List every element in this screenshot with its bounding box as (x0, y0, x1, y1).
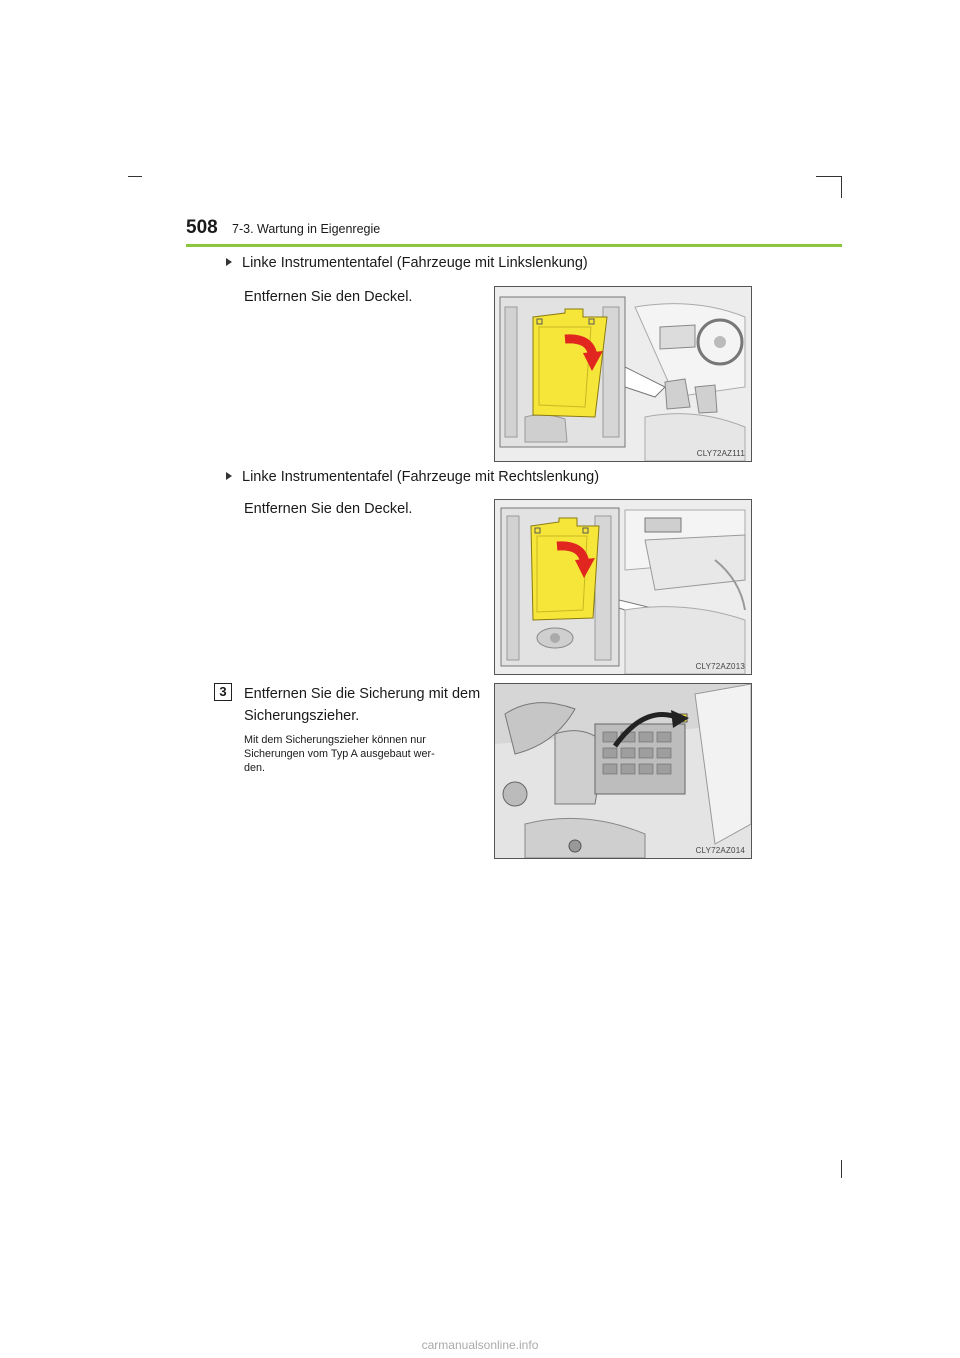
crop-mark (128, 176, 142, 177)
figure-code: CLY72AZ013 (695, 662, 745, 671)
figure-lhd-cover (494, 286, 752, 462)
step-number-badge: 3 (214, 683, 232, 701)
section-heading-text: Linke Instrumententafel (Fahrzeuge mit Rechtslenkung) (242, 469, 600, 485)
bullet-triangle-icon (226, 472, 232, 480)
figure-fuse-puller (494, 683, 752, 859)
note-line: Sicherungen vom Typ A ausgebaut wer- (244, 748, 435, 760)
instruction-text: Entfernen Sie den Deckel. (244, 289, 413, 305)
crop-mark (816, 176, 842, 177)
section-title: 7-3. Wartung in Eigenregie (232, 222, 381, 236)
figure-rhd-cover (494, 499, 752, 675)
crop-mark (841, 1160, 842, 1178)
instruction-text: Entfernen Sie den Deckel. (244, 501, 413, 517)
note-line: den. (244, 762, 266, 774)
header-rule (186, 244, 842, 247)
step-instruction-line2: Sicherungszieher. (244, 708, 360, 724)
note-line: Mit dem Sicherungszieher können nur (244, 734, 426, 746)
section-heading-rhd (226, 469, 599, 485)
figure-code: CLY72AZ111 (696, 449, 745, 458)
section-heading-text: Linke Instrumententafel (Fahrzeuge mit Linkslenkung) (242, 255, 588, 271)
figure-code: CLY72AZ014 (695, 846, 745, 855)
crop-mark (841, 176, 842, 198)
page-number: 508 (186, 217, 218, 238)
footer-watermark[interactable]: carmanualsonline.info (421, 1338, 539, 1352)
bullet-triangle-icon (226, 258, 232, 266)
section-heading-lhd (226, 255, 588, 271)
step-instruction-line1: Entfernen Sie die Sicherung mit dem (244, 686, 481, 702)
